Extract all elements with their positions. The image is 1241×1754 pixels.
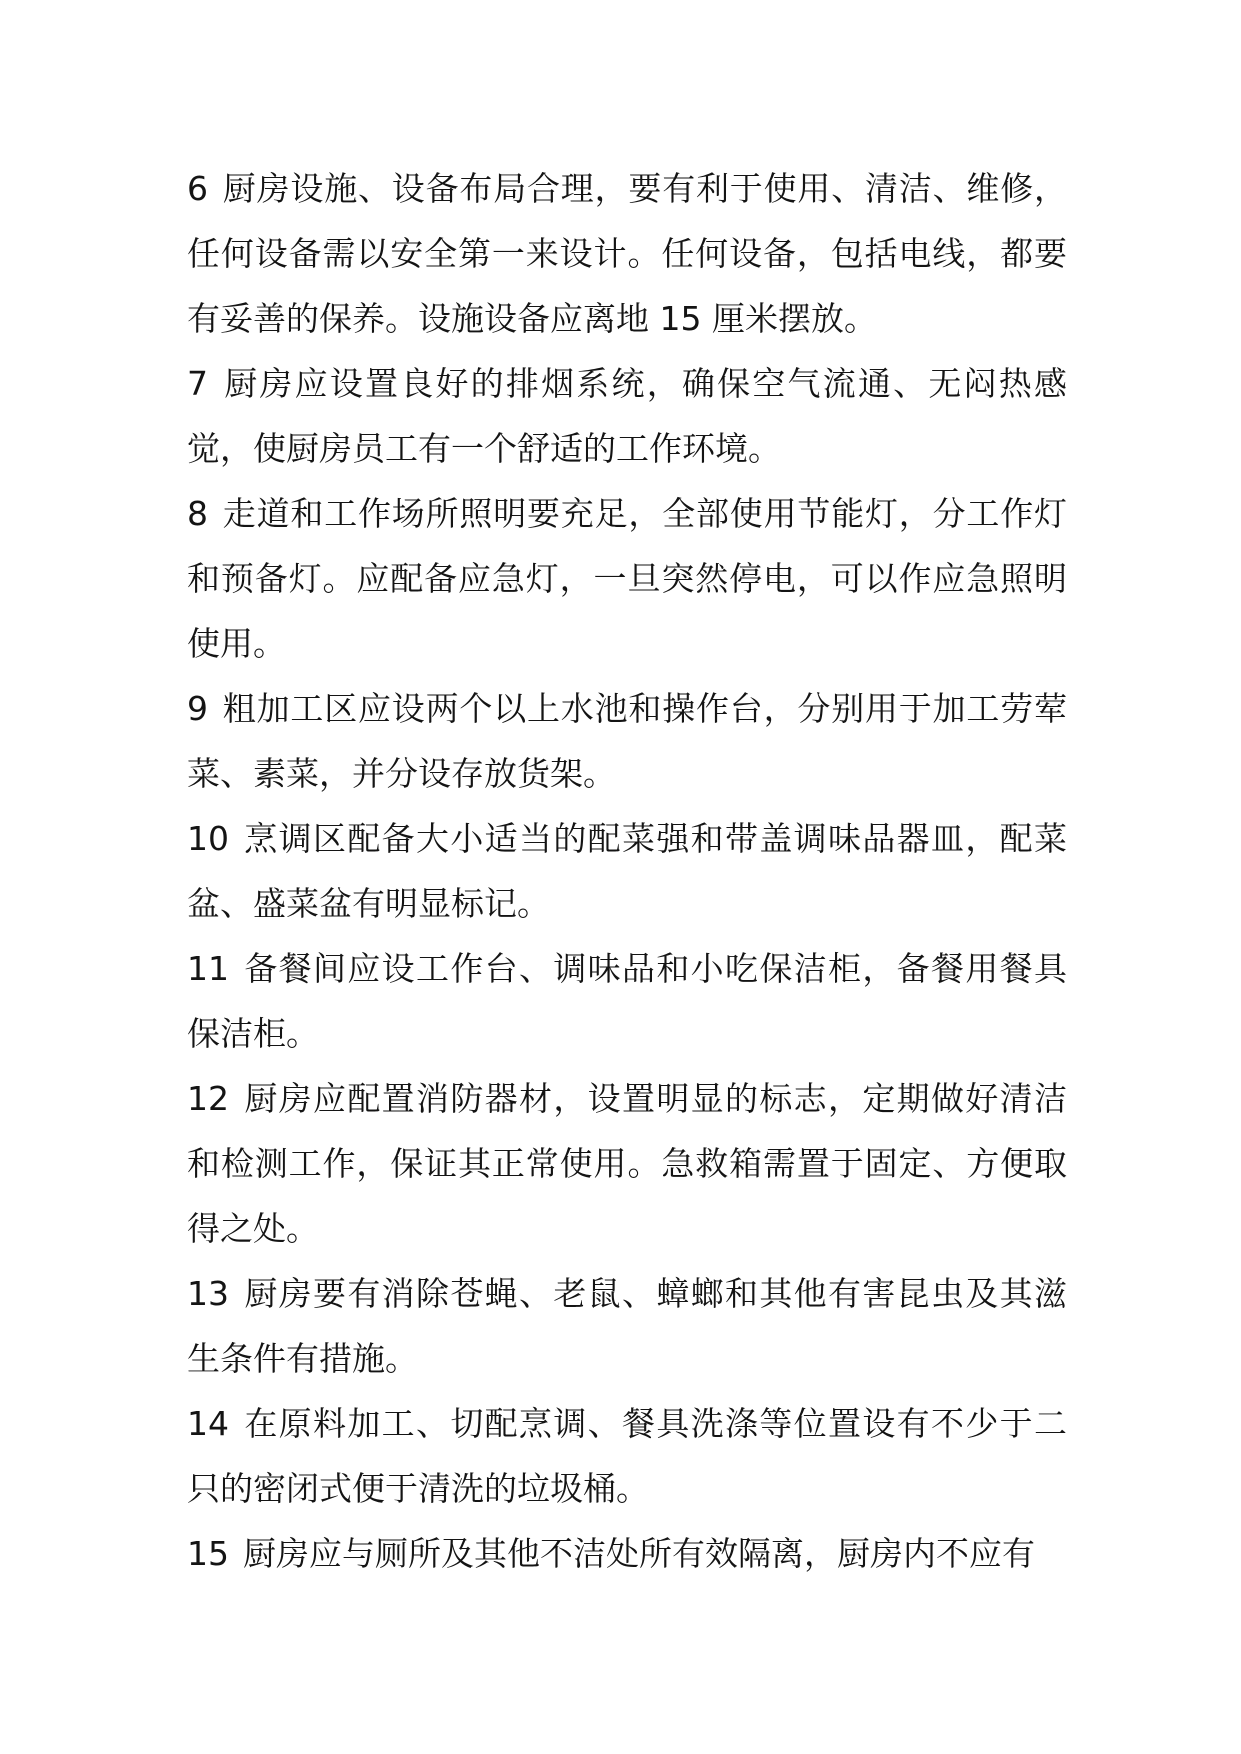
item-number: 14 (187, 1404, 229, 1443)
item-text: 厨房设施、设备布局合理，要有利于使用、清洁、维修，任何设备需以安全第一来设计。任何设备，包括电线，都要有妥善的保养。设施设备应离地 15 厘米摆放。 (187, 169, 1067, 338)
list-item (187, 1066, 1067, 1261)
item-text: 厨房要有消除苍蝇、老鼠、蟑螂和其他有害昆虫及其滋生条件有措施。 (187, 1274, 1067, 1378)
item-text: 粗加工区应设两个以上水池和操作台，分别用于加工劳荤菜、素菜，并分设存放货架。 (187, 689, 1067, 793)
item-text: 备餐间应设工作台、调味品和小吃保洁柜，备餐用餐具保洁柜。 (187, 949, 1067, 1053)
list-item (187, 156, 1067, 351)
item-text: 厨房应配置消防器材，设置明显的标志，定期做好清洁和检测工作，保证其正常使用。急救箱需置于固定、方便取得之处。 (187, 1079, 1067, 1248)
list-item (187, 676, 1067, 806)
item-text: 在原料加工、切配烹调、餐具洗涤等位置设有不少于二只的密闭式便于清洗的垃圾桶。 (187, 1404, 1067, 1508)
item-number: 13 (187, 1274, 229, 1313)
list-item (187, 1521, 1067, 1586)
item-number: 15 (187, 1534, 229, 1573)
item-text: 烹调区配备大小适当的配菜强和带盖调味品器皿，配菜盆、盛菜盆有明显标记。 (187, 819, 1067, 923)
item-number: 11 (187, 949, 229, 988)
item-text: 厨房应设置良好的排烟系统，确保空气流通、无闷热感觉，使厨房员工有一个舒适的工作环境。 (187, 364, 1067, 468)
list-item (187, 936, 1067, 1066)
item-number: 10 (187, 819, 229, 858)
list-item (187, 481, 1067, 676)
item-number: 8 (187, 494, 208, 533)
list-item (187, 806, 1067, 936)
list-item (187, 1391, 1067, 1521)
item-number: 9 (187, 689, 208, 728)
list-item (187, 1261, 1067, 1391)
list-item (187, 351, 1067, 481)
item-number: 12 (187, 1079, 229, 1118)
item-text: 厨房应与厕所及其他不洁处所有效隔离，厨房内不应有 (243, 1534, 1035, 1573)
item-text: 走道和工作场所照明要充足，全部使用节能灯，分工作灯和预备灯。应配备应急灯，一旦突然停电，可以作应急照明使用。 (187, 494, 1067, 663)
document-body (187, 156, 1067, 1586)
item-number: 6 (187, 169, 208, 208)
item-number: 7 (187, 364, 208, 403)
